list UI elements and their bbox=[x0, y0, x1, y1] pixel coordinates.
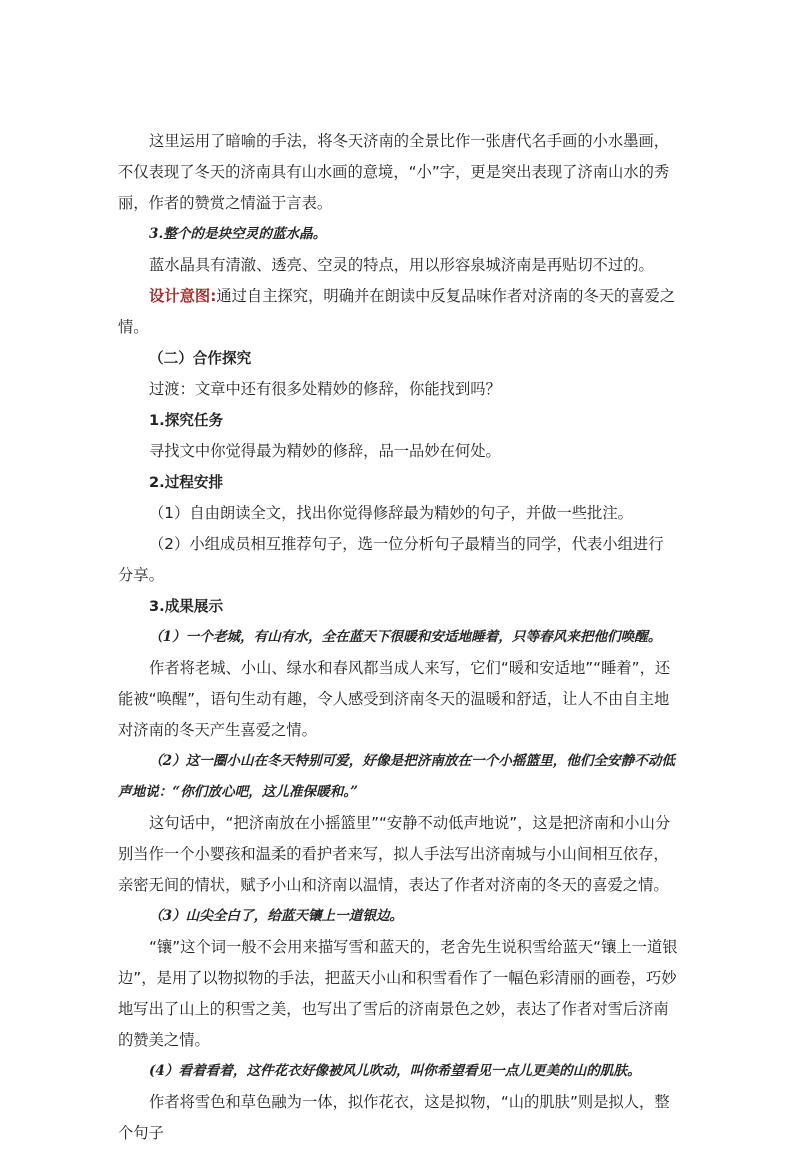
document-body bbox=[118, 126, 678, 1149]
design-intent-text: 通过自主探究，明确并在朗读中反复品味作者对济南的冬天的喜爱之情。 bbox=[118, 287, 676, 336]
task-text: 寻找文中你觉得最为精妙的修辞，品一品妙在何处。 bbox=[149, 442, 501, 460]
task-heading: 1.探究任务 bbox=[149, 412, 224, 429]
analysis-2: 这句话中，“把济南放在小摇篮里”“安静不动低声地说”，这是把济南和小山分别当作一个小婴孩和温柔的看护者来写，拟人手法写出济南城与小山间相互依存，亲密无间的情状，赋予小山和济南以温情，表达了作者对济南的冬天的喜爱之情。 bbox=[118, 814, 671, 894]
section-heading-cooperative: （二）合作探究 bbox=[149, 350, 252, 367]
analysis-4: 作者将雪色和草色融为一体，拟作花衣，这是拟物，“山的肌肤”则是拟人，整个句子 bbox=[118, 1093, 670, 1142]
process-heading: 2.过程安排 bbox=[149, 474, 224, 491]
design-intent-label: 设计意图: bbox=[149, 287, 217, 305]
quote-4: (4）看着看着，这件花衣好像被风儿吹动，叫你希望看见一点儿更美的山的肌肤。 bbox=[149, 1063, 641, 1079]
quote-2: （2）这一圈小山在冬天特别可爱，好像是把济南放在一个小摇篮里，他们全安静不动低声地说：“你们放心吧，这儿准保暖和。” bbox=[118, 753, 676, 800]
process-step-2: （2）小组成员相互推荐句子，选一位分析句子最精当的同学，代表小组进行分享。 bbox=[118, 535, 664, 584]
quote-3: （3）山尖全白了，给蓝天镶上一道银边。 bbox=[149, 908, 404, 924]
design-intent bbox=[118, 281, 678, 343]
quote-blue-crystal: 3.整个的是块空灵的蓝水晶。 bbox=[149, 226, 327, 242]
result-heading: 3.成果展示 bbox=[149, 598, 224, 615]
process-step-1: （1）自由朗读全文，找出你觉得修辞最为精妙的句子，并做一些批注。 bbox=[149, 504, 633, 522]
transition-text: 过渡：文章中还有很多处精妙的修辞，你能找到吗？ bbox=[149, 380, 501, 398]
analysis-1: 作者将老城、小山、绿水和春风都当成人来写，它们“暖和安适地”“睡着”，还能被“唤醒”，语句生动有趣，令人感受到济南冬天的温暖和舒适，让人不由自主地对济南的冬天产生喜爱之情。 bbox=[118, 659, 671, 739]
analysis-3: “镶”这个词一般不会用来描写雪和蓝天的，老舍先生说积雪给蓝天“镶上一道银边”，是用了以物拟物的手法，把蓝天小山和积雪看作了一幅色彩清丽的画卷，巧妙地写出了山上的积雪之美，也写出了雪后的济南景色之妙，表达了作者对雪后济南的赞美之情。 bbox=[118, 938, 678, 1049]
quote-1: （1）一个老城，有山有水，全在蓝天下很暖和安适地睡着，只等春风来把他们唤醒。 bbox=[149, 629, 662, 645]
paragraph-metaphor-analysis: 这里运用了暗喻的手法，将冬天济南的全景比作一张唐代名手画的小水墨画，不仅表现了冬天的济南具有山水画的意境，“小”字，更是突出表现了济南山水的秀丽，作者的赞赏之情溢于言表。 bbox=[118, 132, 670, 212]
paragraph-blue-crystal: 蓝水晶具有清澈、透亮、空灵的特点，用以形容泉城济南是再贴切不过的。 bbox=[149, 256, 654, 274]
